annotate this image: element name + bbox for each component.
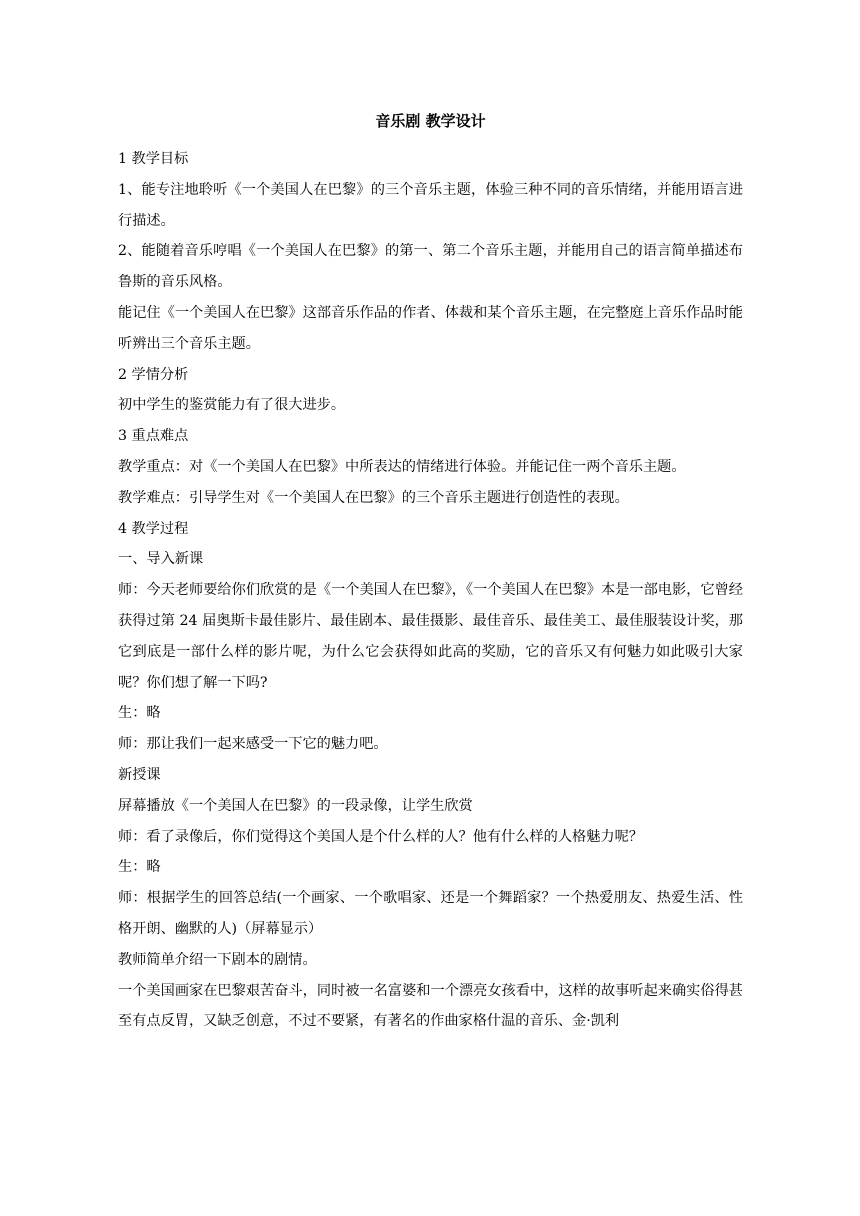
teacher-question: 师：看了录像后，你们觉得这个美国人是个什么样的人？他有什么样的人格魅力呢？ [118, 828, 643, 845]
goal-1: 1、能专注地聆听《一个美国人在巴黎》的三个音乐主题，体验三种不同的音乐情绪，并能用语言进行描述。 [118, 181, 743, 229]
student-response-1: 生：略 [118, 705, 161, 722]
teacher-line-2: 师：那让我们一起来感受一下它的魅力吧。 [118, 736, 388, 753]
plot-text: 一个美国画家在巴黎艰苦奋斗，同时被一名富婆和一个漂亮女孩看中，这样的故事听起来确实俗得甚至有点反胃，又缺乏创意，不过不要紧，有著名的作曲家格什温的音乐、金·凯利 [118, 982, 743, 1030]
goal-3: 能记住《一个美国人在巴黎》这部音乐作品的作者、体裁和某个音乐主题，在完整庭上音乐作品时能听辨出三个音乐主题。 [118, 304, 743, 352]
teacher-intro: 师：今天老师要给你们欣赏的是《一个美国人在巴黎》，《一个美国人在巴黎》本是一部电影，它曾经获得过第 24 届奥斯卡最佳影片、最佳剧本、最佳摄影、最佳音乐、最佳美工、最佳服装设计奖，那它到底是一部什么样的影片呢，为什么它会获得如此高的奖励，它的音乐又有何魅力如此吸引大家呢？你们想了解一下吗? [118, 582, 743, 691]
document-body [118, 110, 743, 1037]
heading-key-points: 3 重点难点 [118, 428, 189, 445]
screen-play-note: 屏幕播放《一个美国人在巴黎》的一段录像，让学生欣赏 [118, 797, 473, 814]
heading-student-analysis: 2 学情分析 [118, 366, 189, 383]
student-analysis-text: 初中学生的鉴赏能力有了很大进步。 [118, 397, 346, 414]
teacher-summary: 师：根据学生的回答总结(一个画家、一个歌唱家、还是一个舞蹈家？一个热爱朋友、热爱生活、性格开朗、幽默的人)（屏幕显示） [118, 890, 743, 937]
document-title: 音乐剧 教学设计 [375, 112, 486, 130]
goal-2: 2、能随着音乐哼唱《一个美国人在巴黎》的第一、第二个音乐主题，并能用自己的语言简单描述布鲁斯的音乐风格。 [118, 243, 743, 291]
heading-teaching-process: 4 教学过程 [118, 520, 189, 537]
heading-new-lesson: 新授课 [118, 766, 161, 783]
student-response-2: 生：略 [118, 859, 161, 876]
key-point: 教学重点：对《一个美国人在巴黎》中所表达的情绪进行体验。并能记住一两个音乐主题。 [118, 458, 686, 475]
plot-intro: 教师简单介绍一下剧本的剧情。 [118, 951, 317, 968]
heading-teaching-goals: 1 教学目标 [118, 151, 189, 167]
heading-introduction: 一、导入新课 [118, 551, 204, 568]
title-row [118, 110, 743, 133]
difficult-point: 教学难点：引导学生对《一个美国人在巴黎》的三个音乐主题进行创造性的表现。 [118, 489, 629, 506]
